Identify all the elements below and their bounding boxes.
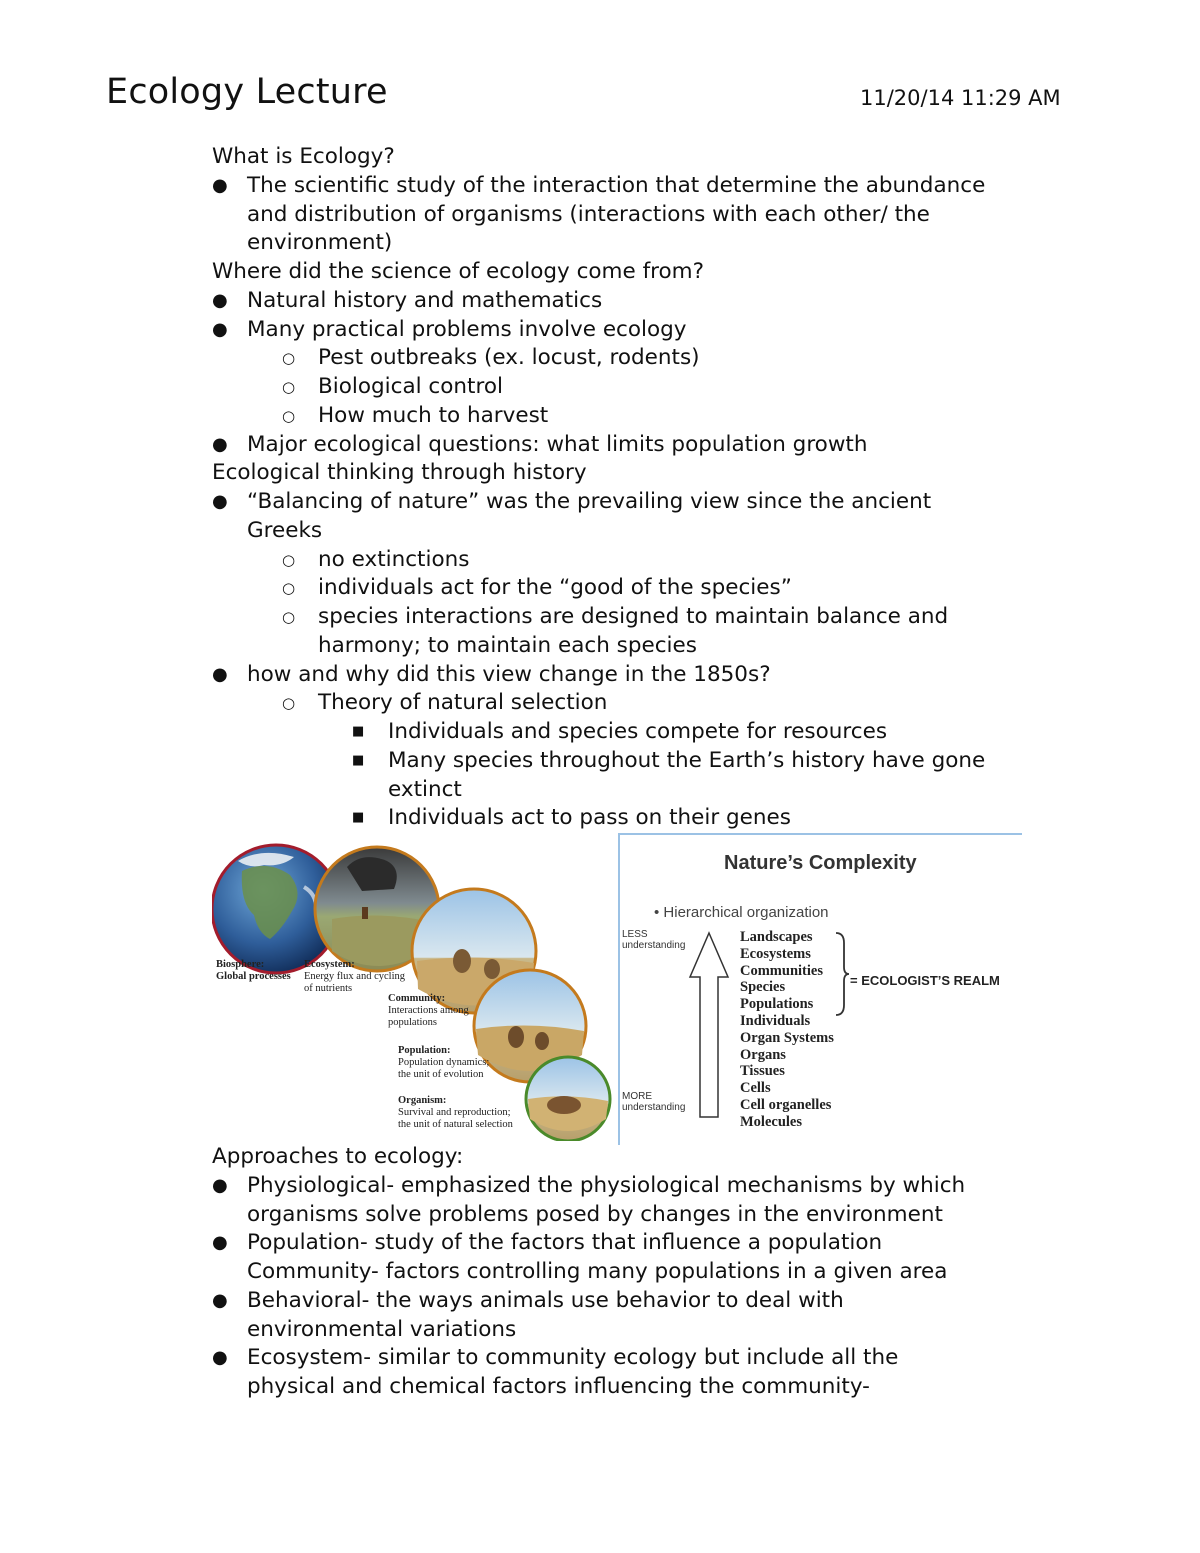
- bullet-icon: ●: [212, 1174, 228, 1196]
- timestamp: 11/20/14 11:29 AM: [860, 86, 1061, 110]
- level-item: Populations: [740, 996, 814, 1013]
- list-item: ● Natural history and mathematics: [212, 287, 1112, 316]
- list-item-continuation: environment): [247, 230, 393, 256]
- sub-sub-list-item: ■ Individuals and species compete for resources: [212, 718, 1112, 747]
- less-understanding-label: LESS understanding: [622, 929, 686, 951]
- sub-list-item: ○ no extinctions: [212, 546, 1112, 575]
- sub-list-item: ○ individuals act for the “good of the species”: [212, 574, 1112, 603]
- ecology-levels-figure: [212, 841, 620, 1141]
- up-arrow-icon: [686, 931, 732, 1121]
- heading-approaches: Approaches to ecology:: [212, 1144, 464, 1169]
- list-item-continuation: and distribution of organisms (interactions with each other/ the: [247, 201, 930, 227]
- list-item-continuation: organisms solve problems posed by changes in the environment: [247, 1201, 943, 1227]
- circle-bullet-icon: ○: [282, 694, 296, 713]
- ecosystem-label: Ecosystem: Energy flux and cycling of nutrients: [304, 959, 405, 994]
- bullet-icon: ●: [212, 433, 228, 455]
- level-item: Organ Systems: [740, 1029, 834, 1046]
- circle-bullet-icon: ○: [282, 378, 296, 396]
- bullet-icon: ●: [212, 1347, 228, 1369]
- bullet-icon: ●: [212, 289, 228, 311]
- bullet-icon: ●: [212, 1232, 228, 1254]
- bullet-icon: ●: [212, 174, 228, 196]
- list-item: ● Ecosystem- similar to community ecology but include all the: [212, 1344, 1112, 1373]
- list-item: ● Population- study of the factors that influence a population: [212, 1229, 1112, 1258]
- more-understanding-label: MORE understanding: [622, 1091, 686, 1113]
- organism-label: Organism: Survival and reproduction; the unit of natural selection: [398, 1095, 513, 1130]
- square-bullet-icon: ■: [352, 810, 365, 826]
- list-item: ● Physiological- emphasized the physiological mechanisms by which: [212, 1172, 1112, 1201]
- sub-list-item: ○ How much to harvest: [212, 402, 1112, 431]
- list-item-continuation: Community- factors controlling many populations in a given area: [247, 1259, 948, 1284]
- level-item: Tissues: [740, 1063, 785, 1080]
- figures-row: [212, 833, 1112, 1143]
- level-item: Cell organelles: [740, 1096, 832, 1113]
- list-item: ● Major ecological questions: what limits population growth: [212, 431, 1112, 460]
- circle-bullet-icon: ○: [282, 406, 296, 425]
- circle-bullet-icon: ○: [282, 579, 296, 598]
- figure-subtitle: • Hierarchical organization: [654, 904, 829, 921]
- page-title: Ecology Lecture: [106, 72, 388, 112]
- list-item: ● “Balancing of nature” was the prevailing view since the ancient: [212, 488, 1112, 517]
- list-item: ● Behavioral- the ways animals use behavior to deal with: [212, 1287, 1112, 1316]
- community-label: Community: Interactions among populations: [388, 993, 469, 1028]
- sub-list-item: ○ Pest outbreaks (ex. locust, rodents): [212, 344, 1112, 373]
- natures-complexity-figure: [618, 833, 1022, 1145]
- ecologists-realm-label: = ECOLOGIST’S REALM: [850, 973, 1000, 988]
- heading-history: Ecological thinking through history: [212, 460, 587, 486]
- square-bullet-icon: ■: [352, 752, 365, 768]
- sub-list-item: ○ Theory of natural selection: [212, 689, 1112, 718]
- sub-list-item-continuation: harmony; to maintain each species: [318, 632, 697, 658]
- bullet-icon: ●: [212, 318, 228, 340]
- notes-body: [212, 143, 1112, 1402]
- sub-sub-list-item: ■ Individuals act to pass on their genes: [212, 804, 1112, 833]
- level-item: Individuals: [740, 1012, 811, 1029]
- list-item-continuation: Greeks: [247, 517, 323, 543]
- bullet-icon: ●: [212, 663, 228, 685]
- square-bullet-icon: ■: [352, 724, 365, 739]
- circle-bullet-icon: ○: [282, 550, 296, 569]
- organism-scene: [526, 1057, 610, 1141]
- list-item: ● Many practical problems involve ecology: [212, 316, 1112, 345]
- brace-icon: [834, 931, 850, 1017]
- sub-list-item: ○ species interactions are designed to maintain balance and: [212, 603, 1112, 632]
- list-item: ● how and why did this view change in the 1850s?: [212, 661, 1112, 690]
- heading-origin: Where did the science of ecology come from?: [212, 259, 705, 284]
- biosphere-label: Biosphere: Global processes: [216, 959, 291, 982]
- circle-bullet-icon: ○: [282, 349, 296, 368]
- hierarchy-levels: [740, 929, 834, 1131]
- level-item: Communities: [740, 962, 823, 979]
- population-label: Population: Population dynamics; the unit of evolution: [398, 1045, 490, 1080]
- level-item: Molecules: [740, 1113, 803, 1130]
- bullet-icon: ●: [212, 491, 228, 512]
- level-item: Cells: [740, 1080, 771, 1097]
- level-item: Landscapes: [740, 929, 813, 945]
- circle-bullet-icon: ○: [282, 608, 296, 626]
- level-item: Species: [740, 979, 786, 996]
- heading-what-is-ecology: What is Ecology?: [212, 144, 395, 169]
- list-item: ● The scientific study of the interaction that determine the abundance: [212, 172, 1112, 201]
- figure-title: Nature’s Complexity: [724, 852, 917, 874]
- level-item: Organs: [740, 1046, 786, 1063]
- bullet-icon: ●: [212, 1289, 228, 1311]
- sub-list-item: ○ Biological control: [212, 373, 1112, 402]
- sub-sub-list-item-continuation: extinct: [388, 776, 462, 802]
- list-item-continuation: physical and chemical factors influencing the community-: [247, 1374, 870, 1399]
- list-item-continuation: environmental variations: [247, 1316, 517, 1342]
- sub-sub-list-item: ■ Many species throughout the Earth’s history have gone: [212, 747, 1112, 776]
- level-item: Ecosystems: [740, 945, 811, 962]
